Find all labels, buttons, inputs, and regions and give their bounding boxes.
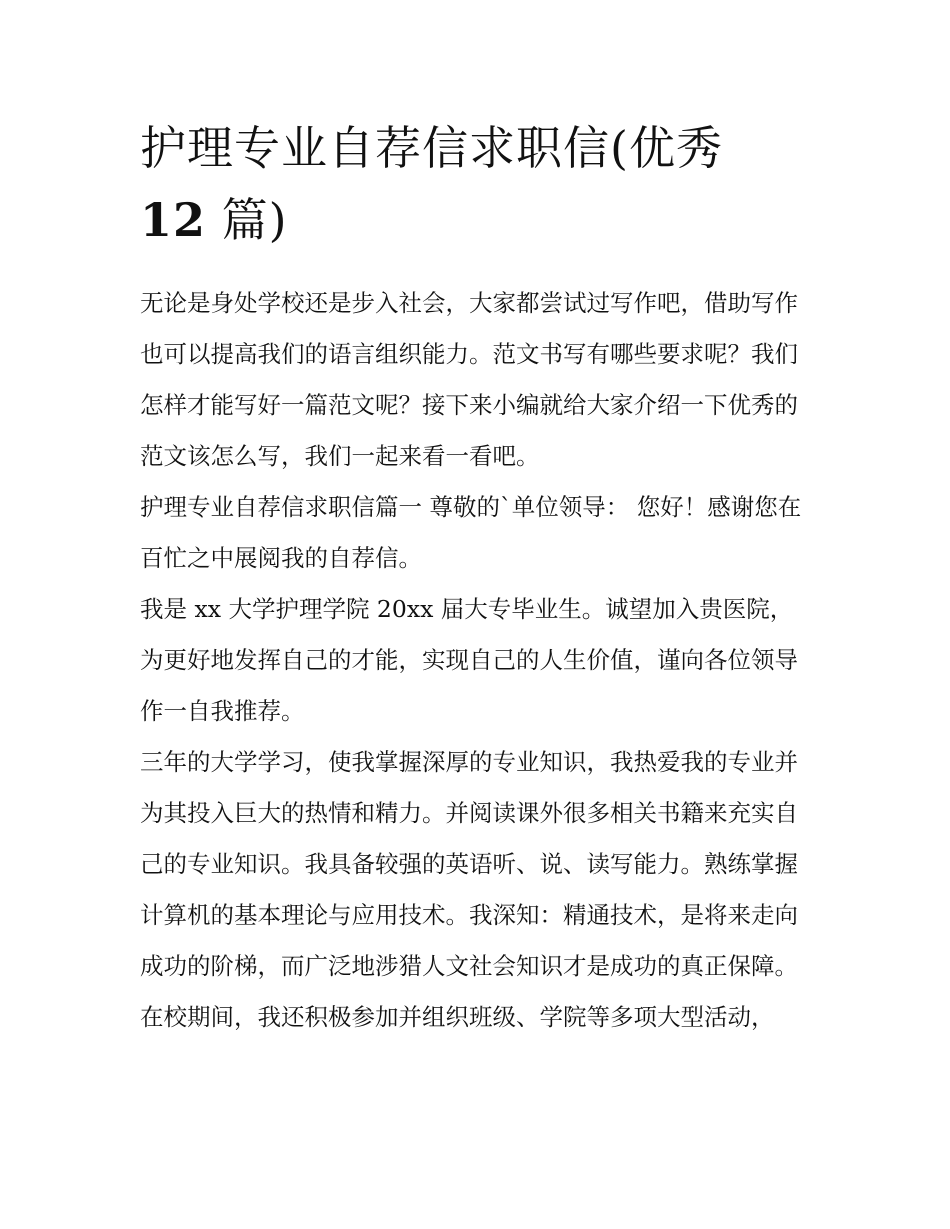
paragraph-intro: 无论是身处学校还是步入社会，大家都尝试过写作吧，借助写作也可以提高我们的语言组织能力。范文书写有哪些要求呢？我们怎样才能写好一篇范文呢？接下来小编就给大家介绍一下优秀的范文该怎么写，我们一起来看一看吧。 — [140, 289, 798, 470]
title-line-1: 护理专业自荐信求职信(优秀 — [140, 121, 723, 175]
title-line-2: 篇) — [206, 193, 288, 247]
document-body — [140, 278, 815, 1043]
paragraph-activities: 在校期间，我还积极参加并组织班级、学院等多项大型活动， — [140, 1003, 775, 1031]
paragraph-study: 三年的大学学习，使我掌握深厚的专业知识，我热爱我的专业并为其投入巨大的热情和精力。并阅读课外很多相关书籍来充实自己的专业知识。我具备较强的英语听、说、读写能力。熟练掌握计算机的基本理论与应用技术。我深知：精通技术，是将来走向成功的阶梯，而广泛地涉猎人文社会知识才是成功的真正保障。 — [140, 748, 798, 980]
document-title — [140, 112, 815, 256]
title-number: 12 — [140, 193, 207, 247]
paragraph-greeting: 护理专业自荐信求职信篇一 尊敬的`单位领导： 您好！感谢您在百忙之中展阅我的自荐信。 — [140, 493, 802, 572]
paragraph-self-intro: 我是 xx 大学护理学院 20xx 届大专毕业生。诚望加入贵医院，为更好地发挥自己的才能，实现自己的人生价值，谨向各位领导作一自我推荐。 — [140, 595, 798, 725]
document-content — [140, 112, 815, 1043]
